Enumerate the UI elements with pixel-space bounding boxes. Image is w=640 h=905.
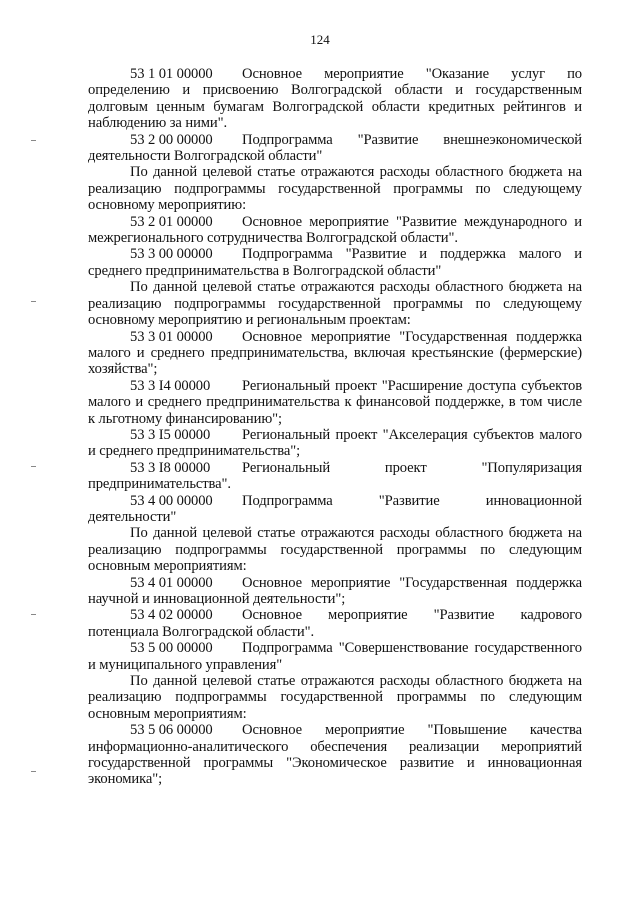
budget-entry	[88, 329, 582, 378]
entry-text: Подпрограмма "Развитие инновационной деятельности"	[88, 492, 582, 525]
paragraph: По данной целевой статье отражаются расходы областного бюджета на реализацию подпрограммы государственной программы по следующему основному мероприятию:	[88, 164, 582, 214]
entry-text: Подпрограмма "Развитие и поддержка малого и среднего предпринимательства в Волгоградской области"	[88, 246, 582, 279]
budget-code: 53 4 02 00000	[130, 607, 213, 624]
budget-code: 53 2 00 00000	[130, 131, 213, 148]
budget-code: 53 2 01 00000	[130, 213, 213, 230]
entry-text: Основное мероприятие "Государственная поддержка научной и инновационной деятельности";	[88, 574, 582, 607]
entry-text: Основное мероприятие "Развитие кадрового потенциала Волгоградской области".	[88, 607, 582, 640]
budget-code: 53 3 00 00000	[130, 246, 213, 263]
budget-entry	[88, 575, 582, 608]
page-number: 124	[310, 32, 330, 47]
budget-code: 53 5 06 00000	[130, 722, 213, 739]
margin-mark	[31, 140, 36, 141]
budget-code: 53 4 01 00000	[130, 574, 213, 591]
entry-text: Основное мероприятие "Повышение качества информационно-аналитического обеспечения реализации мероприятий государственной программы "Экономическое развитие и инновационная экономика";	[88, 722, 582, 788]
paragraph: По данной целевой статье отражаются расходы областного бюджета на реализацию подпрограммы государственной программы по следующим основным мероприятиям:	[88, 673, 582, 722]
entry-text: Региональный проект "Акселерация субъектов малого и среднего предпринимательства";	[88, 426, 582, 460]
budget-code: 53 5 00 00000	[130, 640, 213, 657]
entry-text: Основное мероприятие "Оказание услуг по определению и присвоению Волгоградской области и государственным долговым ценным бумагам Волгоградской области кредитных рейтингов и наблюдению за ними".	[88, 66, 582, 132]
budget-entry	[88, 427, 582, 460]
margin-mark	[31, 301, 36, 302]
document-body	[88, 66, 582, 788]
entry-text: Подпрограмма "Совершенствование государственного и муниципального управления"	[88, 640, 582, 673]
entry-text: Региональный проект "Популяризация предпринимательства".	[88, 459, 582, 493]
margin-mark	[31, 614, 36, 615]
budget-code: 53 3 01 00000	[130, 328, 213, 345]
budget-code: 53 4 00 00000	[130, 492, 213, 509]
budget-entry	[88, 722, 582, 788]
budget-code: 53 3 I5 00000	[130, 426, 211, 443]
budget-code: 53 3 I8 00000	[130, 459, 211, 476]
budget-entry	[88, 640, 582, 673]
entry-text: Подпрограмма "Развитие внешнеэкономической деятельности Волгоградской области"	[88, 131, 582, 165]
margin-mark	[31, 466, 36, 467]
budget-entry	[88, 493, 582, 526]
budget-entry	[88, 246, 582, 279]
budget-entry	[88, 607, 582, 640]
entry-text: Основное мероприятие "Развитие международного и межрегионального сотрудничества Волгоградской области".	[88, 213, 582, 247]
budget-code: 53 1 01 00000	[130, 66, 213, 82]
budget-code: 53 3 I4 00000	[130, 377, 211, 394]
budget-entry	[88, 214, 582, 247]
margin-mark	[31, 771, 36, 772]
budget-entry	[88, 378, 582, 427]
budget-entry	[88, 66, 582, 132]
paragraph: По данной целевой статье отражаются расходы областного бюджета на реализацию подпрограммы государственной программы по следующему основному мероприятию и региональным проектам:	[88, 279, 582, 329]
entry-text: Региональный проект "Расширение доступа субъектов малого и среднего предпринимательства к финансовой поддержке, в том числе к льготному финансированию";	[88, 377, 582, 427]
budget-entry	[88, 132, 582, 165]
entry-text: Основное мероприятие "Государственная поддержка малого и среднего предпринимательства, включая крестьянские (фермерские) хозяйства";	[88, 328, 582, 378]
budget-entry	[88, 460, 582, 493]
paragraph: По данной целевой статье отражаются расходы областного бюджета на реализацию подпрограммы государственной программы по следующим основным мероприятиям:	[88, 525, 582, 575]
